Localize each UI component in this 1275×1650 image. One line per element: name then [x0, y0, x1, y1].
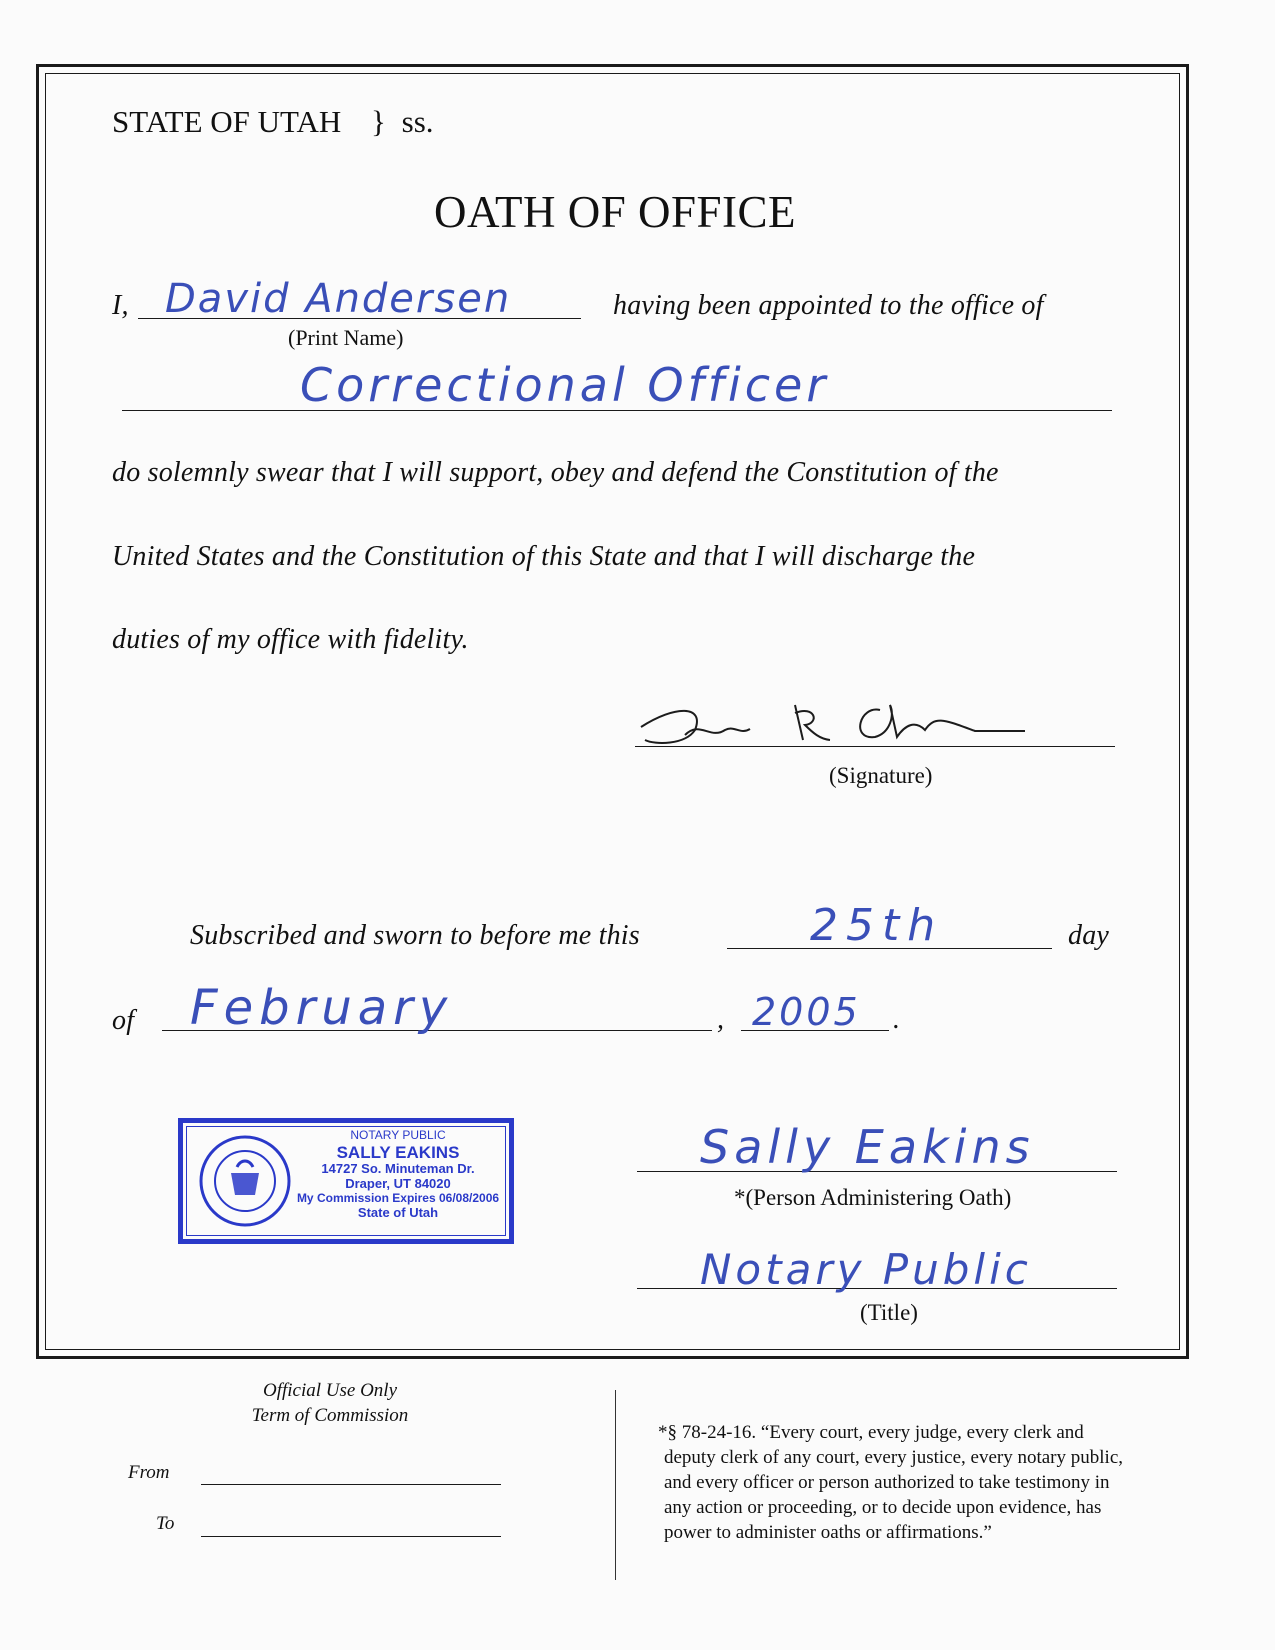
footer-divider [615, 1390, 616, 1580]
statute-text [658, 1420, 1123, 1545]
oath-line-3: duties of my office with fidelity. [112, 624, 469, 655]
from-label: From [128, 1462, 170, 1483]
stamp-line-5: My Commission Expires 06/08/2006 [296, 1191, 500, 1206]
to-line [201, 1536, 501, 1537]
signature-caption: (Signature) [829, 763, 933, 788]
oath-line-1: do solemnly swear that I will support, obey and defend the Constitution of the [112, 457, 999, 488]
comma: , [717, 1004, 725, 1035]
handwritten-office: Correctional Officer [300, 358, 830, 412]
document-title: OATH OF OFFICE [433, 187, 797, 237]
stamp-line-3: 14727 So. Minuteman Dr. [321, 1161, 475, 1177]
stamp-line-1: NOTARY PUBLIC [350, 1128, 446, 1142]
handwritten-administrator: Sally Eakins [700, 1120, 1035, 1174]
appointed-text: having been appointed to the office of [613, 290, 1044, 321]
handwritten-name: David Andersen [165, 276, 512, 322]
handwritten-title: Notary Public [700, 1245, 1032, 1294]
signature-drawing [635, 685, 1035, 755]
statute-line-2: deputy clerk of any court, every justice, every notary public, [664, 1447, 1123, 1468]
seal-ring-text [197, 1133, 287, 1204]
administrator-caption: *(Person Administering Oath) [734, 1185, 1012, 1210]
period: . [893, 1004, 901, 1035]
stamp-line-2: SALLY EAKINS [336, 1142, 460, 1162]
handwritten-year: 2005 [752, 990, 861, 1034]
ss-label: ss. [401, 104, 434, 139]
handwritten-month: February [190, 980, 454, 1036]
statute-line-4: any action or proceeding, or to decide upon evidence, has [664, 1497, 1102, 1518]
term-heading: Term of Commission [251, 1405, 409, 1426]
statute-line-1: *§ 78-24-16. “Every court, every judge, every clerk and [658, 1422, 1084, 1443]
oath-line-2: United States and the Constitution of this State and that I will discharge the [112, 541, 976, 572]
seal-year [197, 1205, 233, 1222]
state-heading [112, 104, 434, 140]
signature-line [635, 746, 1115, 747]
print-name-caption: (Print Name) [288, 325, 404, 350]
of-label: of [112, 1005, 135, 1036]
from-line [201, 1484, 501, 1485]
handwritten-day: 25th [810, 900, 944, 951]
day-label: day [1068, 920, 1110, 951]
brace: } [371, 104, 386, 139]
oath-lead: I, [112, 290, 129, 321]
title-caption: (Title) [860, 1300, 918, 1325]
state-name: STATE OF UTAH [112, 104, 342, 139]
statute-line-3: and every officer or person authorized to take testimony in [664, 1472, 1110, 1493]
stamp-line-4: Draper, UT 84020 [345, 1176, 451, 1192]
stamp-line-6: State of Utah [357, 1205, 439, 1221]
sworn-text: Subscribed and sworn to before me this [190, 920, 640, 951]
stamp-text [293, 1129, 503, 1221]
statute-line-5: power to administer oaths or affirmations.” [664, 1522, 992, 1543]
to-label: To [156, 1513, 175, 1534]
official-use-heading: Official Use Only [262, 1380, 398, 1401]
notary-stamp [178, 1118, 514, 1244]
